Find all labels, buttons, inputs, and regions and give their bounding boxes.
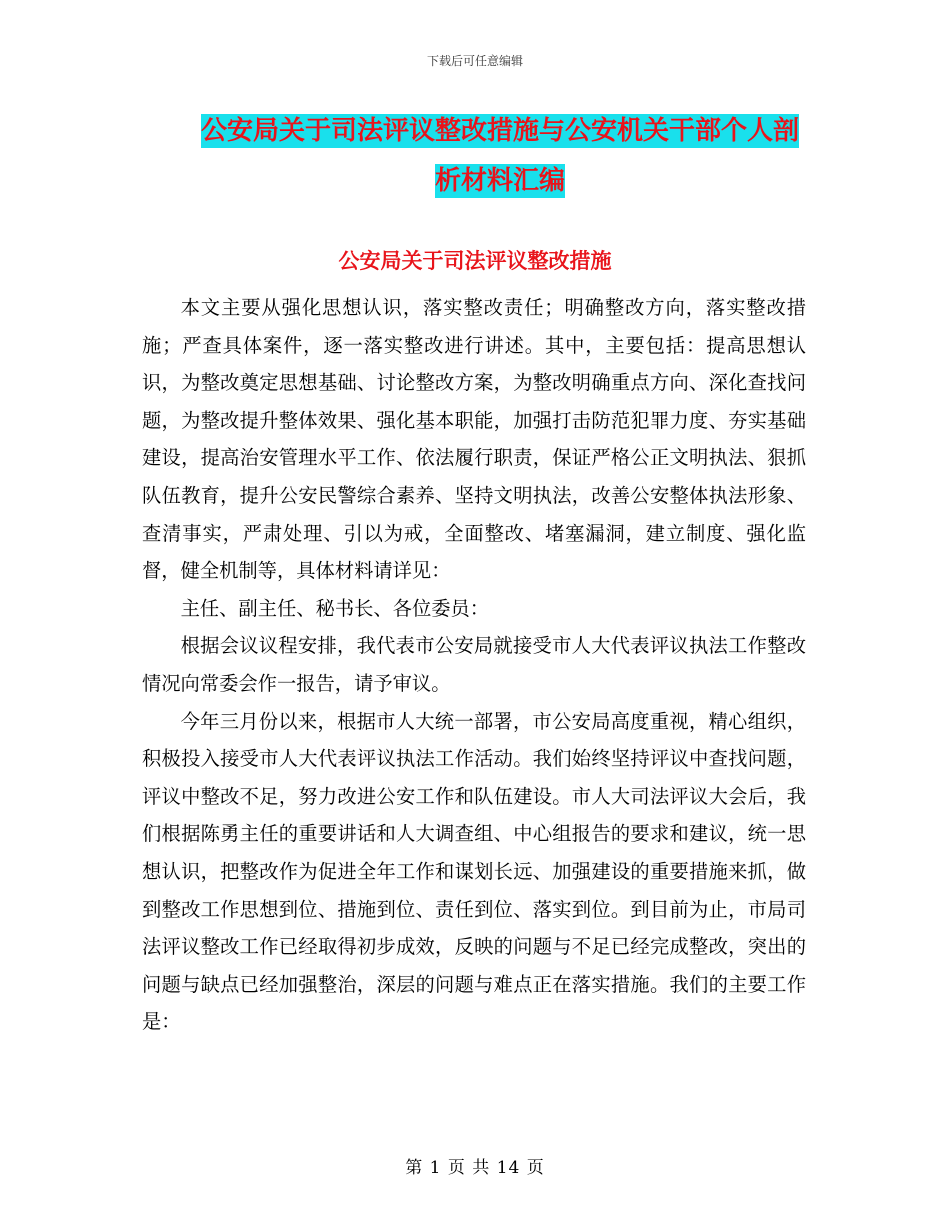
page-footer: 第 1 页 共 14 页 (405, 1158, 545, 1178)
paragraph-abstract: 本文主要从强化思想认识，落实整改责任；明确整改方向，落实整改措施；严查具体案件，逐一落实整改进行讲述。其中，主要包括：提高思想认识，为整改奠定思想基础、讨论整改方案，为整改明确重点方向、深化查找问题，为整改提升整体效果、强化基本职能，加强打击防范犯罪力度、夯实基础建设，提高治安管理水平工作、依法履行职责，保证严格公正文明执法、狠抓队伍教育，提升公安民警综合素养、坚持文明执法，改善公安整体执法形象、查清事实，严肃处理、引以为戒，全面整改、堵塞漏洞，建立制度、强化监督，健全机制等，具体材料请详见： (142, 296, 806, 583)
document-body (142, 289, 806, 1041)
document-title-line-2: 析材料汇编 (434, 166, 565, 196)
page-header-note: 下载后可任意编辑 (426, 54, 523, 68)
document-title-line-1: 公安局关于司法评议整改措施与公安机关干部个人剖 (200, 116, 799, 146)
paragraph-salutation: 主任、副主任、秘书长、各位委员： (180, 596, 490, 620)
document-title (150, 106, 850, 206)
paragraph-main: 今年三月份以来，根据市人大统一部署，市公安局高度重视，精心组织，积极投入接受市人大代表评议执法工作活动。我们始终坚持评议中查找问题，评议中整改不足，努力改进公安工作和队伍建设。市人大司法评议大会后，我们根据陈勇主任的重要讲话和人大调查组、中心组报告的要求和建议，统一思想认识，把整改作为促进全年工作和谋划长远、加强建设的重要措施来抓，做到整改工作思想到位、措施到位、责任到位、落实到位。到目前为止，市局司法评议整改工作已经取得初步成效，反映的问题与不足已经完成整改，突出的问题与缺点已经加强整治，深层的问题与难点正在落实措施。我们的主要工作是： (142, 709, 806, 1034)
section-title: 公安局关于司法评议整改措施 (338, 249, 612, 273)
paragraph-intro: 根据会议议程安排，我代表市公安局就接受市人大代表评议执法工作整改情况向常委会作一报告，请予审议。 (142, 634, 806, 695)
